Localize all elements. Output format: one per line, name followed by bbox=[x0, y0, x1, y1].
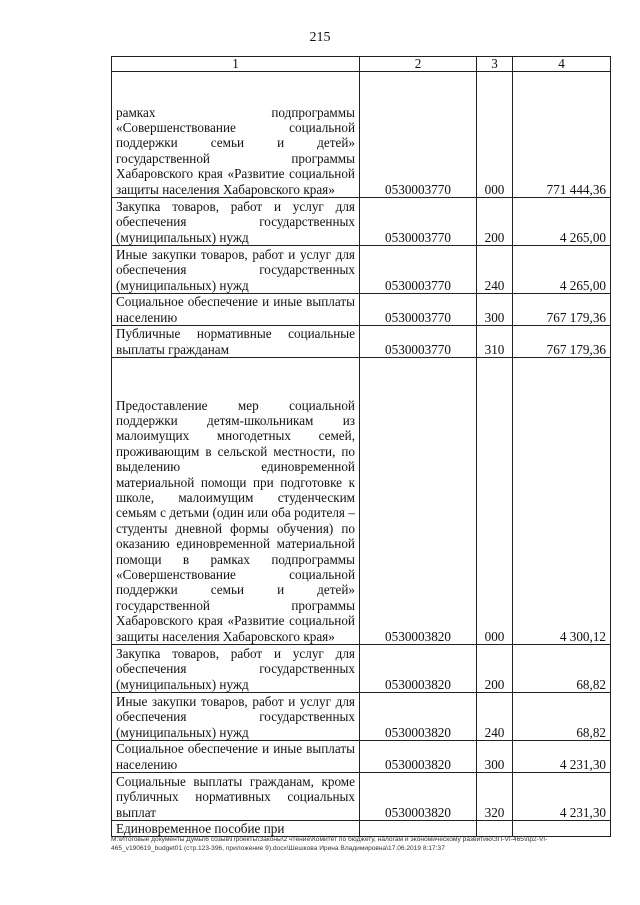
row-type: 000 bbox=[477, 72, 513, 198]
row-type: 240 bbox=[477, 693, 513, 741]
row-amount: 68,82 bbox=[513, 645, 611, 693]
table-row bbox=[112, 326, 611, 358]
row-code: 0530003770 bbox=[360, 72, 477, 198]
row-type: 300 bbox=[477, 741, 513, 773]
budget-table bbox=[111, 56, 611, 837]
row-name: Публичные нормативные социальные выплаты гражданам bbox=[112, 326, 360, 358]
row-amount: 4 300,12 bbox=[513, 358, 611, 645]
table-row bbox=[112, 645, 611, 693]
page-number: 215 bbox=[309, 30, 331, 45]
row-type: 000 bbox=[477, 358, 513, 645]
row-type: 240 bbox=[477, 246, 513, 294]
row-name: Закупка товаров, работ и услуг для обеспечения государственных (муниципальных) нужд bbox=[112, 645, 360, 693]
table-row bbox=[112, 773, 611, 821]
row-code bbox=[360, 821, 477, 837]
row-code: 0530003770 bbox=[360, 198, 477, 246]
row-type: 200 bbox=[477, 645, 513, 693]
row-name: Предоставление мер социальной поддержки детям-школьникам из малоимущих многодетных семей, проживающим в сельской местности, по выделению единовременной материальной помощи при подготовке к школе, малоимущим студенческим семьям с детьми (один или оба родителя – студенты дневной формы обучения) по оказанию единовременной материальной помощи в рамках подпрограммы «Совершенствование социальной поддержки семьи и детей» государственной программы Хабаровского края «Развитие социальной защиты населения Хабаровского края» bbox=[112, 358, 360, 645]
row-code: 0530003820 bbox=[360, 645, 477, 693]
table-row bbox=[112, 821, 611, 837]
row-code: 0530003770 bbox=[360, 326, 477, 358]
header-col-4: 4 bbox=[513, 57, 611, 72]
row-name: Закупка товаров, работ и услуг для обеспечения государственных (муниципальных) нужд bbox=[112, 198, 360, 246]
table-header-row bbox=[112, 57, 611, 72]
row-amount: 68,82 bbox=[513, 693, 611, 741]
row-amount bbox=[513, 821, 611, 837]
table-row bbox=[112, 198, 611, 246]
row-amount: 4 231,30 bbox=[513, 741, 611, 773]
table-row bbox=[112, 246, 611, 294]
row-type: 310 bbox=[477, 326, 513, 358]
row-code: 0530003770 bbox=[360, 246, 477, 294]
table-row bbox=[112, 741, 611, 773]
row-amount: 767 179,36 bbox=[513, 326, 611, 358]
row-amount: 4 231,30 bbox=[513, 773, 611, 821]
row-amount: 4 265,00 bbox=[513, 246, 611, 294]
table-row bbox=[112, 72, 611, 198]
row-code: 0530003820 bbox=[360, 358, 477, 645]
row-type: 200 bbox=[477, 198, 513, 246]
row-name: Иные закупки товаров, работ и услуг для обеспечения государственных (муниципальных) нужд bbox=[112, 246, 360, 294]
row-amount: 4 265,00 bbox=[513, 198, 611, 246]
row-name: Иные закупки товаров, работ и услуг для обеспечения государственных (муниципальных) нужд bbox=[112, 693, 360, 741]
header-col-1: 1 bbox=[112, 57, 360, 72]
row-name: рамках подпрограммы «Совершенствование социальной поддержки семьи и детей» государственной программы Хабаровского края «Развитие социальной защиты населения Хабаровского края» bbox=[112, 72, 360, 198]
table-row bbox=[112, 294, 611, 326]
table-row bbox=[112, 358, 611, 645]
row-amount: 771 444,36 bbox=[513, 72, 611, 198]
header-col-2: 2 bbox=[360, 57, 477, 72]
row-type bbox=[477, 821, 513, 837]
row-name: Социальные выплаты гражданам, кроме публичных нормативных социальных выплат bbox=[112, 773, 360, 821]
row-name: Социальное обеспечение и иные выплаты населению bbox=[112, 294, 360, 326]
row-type: 300 bbox=[477, 294, 513, 326]
row-amount: 767 179,36 bbox=[513, 294, 611, 326]
row-name: Социальное обеспечение и иные выплаты населению bbox=[112, 741, 360, 773]
row-name: Единовременное пособие при bbox=[112, 821, 360, 837]
row-type: 320 bbox=[477, 773, 513, 821]
row-code: 0530003770 bbox=[360, 294, 477, 326]
row-code: 0530003820 bbox=[360, 773, 477, 821]
file-path-footer: М:\Итоговые документы Думы\6 созыв\Проекты\Законы\2 чтение\Комитет по бюджету, налогам и экономическому развитию\ЗП-VI-465\пр2-VI-465_v190619_budget01 (стр.123-396, приложение 9).docx\Шешкова Ирина Владимировна\17.06.2019 8:17:37 bbox=[111, 836, 548, 852]
row-code: 0530003820 bbox=[360, 693, 477, 741]
table-row bbox=[112, 693, 611, 741]
header-col-3: 3 bbox=[477, 57, 513, 72]
row-code: 0530003820 bbox=[360, 741, 477, 773]
